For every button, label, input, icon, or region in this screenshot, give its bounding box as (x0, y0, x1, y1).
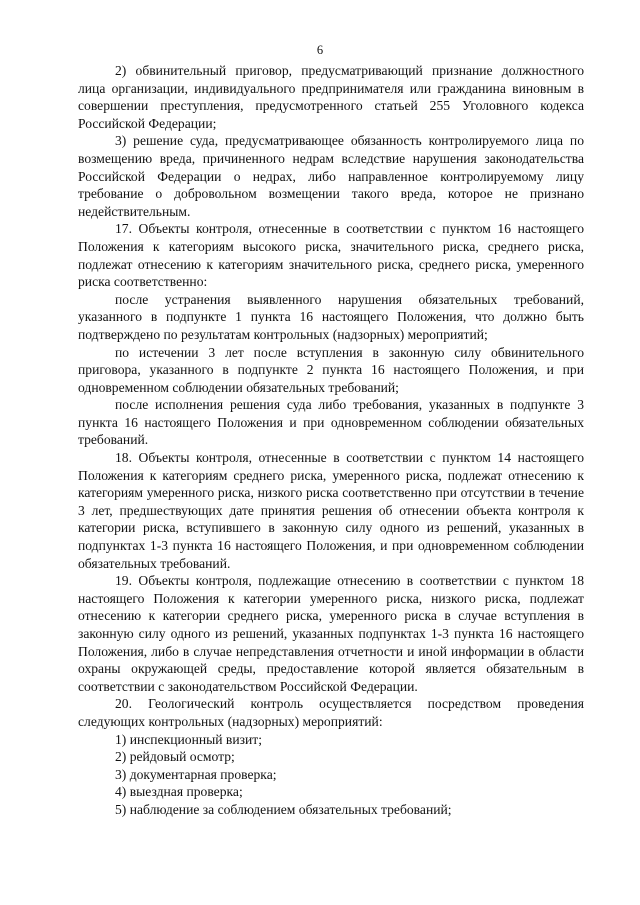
list-item-raid-inspection: 2) рейдовый осмотр; (115, 749, 235, 765)
paragraph-item-17-condition-3: после исполнения решения суда либо требования, указанных в подпункте 3 пункта 16 настоящего Положения и при одновременном соблюдении обязательных требований. (78, 397, 584, 448)
paragraph-item-17-condition-1: после устранения выявленного нарушения обязательных требований, указанного в подпункте 1 пункта 16 настоящего Положения, что должно быть подтверждено по результатам контрольных (надзорных) мероприятий; (78, 291, 584, 342)
paragraph-item-17-condition-2: по истечении 3 лет после вступления в законную силу обвинительного приговора, указанного в подпункте 2 пункта 16 настоящего Положения, и при одновременном соблюдении обязательных требований; (78, 344, 584, 395)
paragraph-item-19: 19. Объекты контроля, подлежащие отнесению в соответствии с пунктом 18 настоящего Положения к категории умеренного риска, низкого риска, подлежат отнесению к категории среднего риска, умеренного риска в случае вступления в законную силу одного из решений, указанных подпунктах 1-3 пункта 16 настоящего Положения, либо в случае непредставления отчетности и иной информации в области охраны окружающей среды, предоставление которой является обязательным в соответствии с законодательством Российской Федерации. (78, 573, 584, 694)
page-number: 6 (316, 43, 324, 57)
list-item-compliance-monitoring: 5) наблюдение за соблюдением обязательных требований; (115, 801, 452, 817)
paragraph-item-20: 20. Геологический контроль осуществляется посредством проведения следующих контрольных (надзорных) мероприятий: (78, 696, 584, 729)
list-item-documentary-check: 3) документарная проверка; (115, 766, 277, 782)
paragraph-subitem-2-conviction: 2) обвинительный приговор, предусматривающий признание должностного лица организации, индивидуального предпринимателя или гражданина виновным в совершении преступления, предусмотренного статьей 255 Уголовного кодекса Российской Федерации; (78, 63, 584, 131)
document-body (78, 62, 584, 819)
paragraph-item-18: 18. Объекты контроля, отнесенные в соответствии с пунктом 14 настоящего Положения к категориям среднего риска, умеренного риска, подлежат отнесению к категориям умеренного риска, низкого риска соответственно при отсутствии в течение 3 лет, предшествующих дате принятия решения об отнесении объекта контроля к категории риска, вступившего в законную силу одного из решений, указанных в подпунктах 1-3 пункта 16 настоящего Положения, и при одновременном соблюдении обязательных требований. (78, 450, 584, 571)
paragraph-item-17: 17. Объекты контроля, отнесенные в соответствии с пунктом 16 настоящего Положения к категориям высокого риска, значительного риска, среднего риска, подлежат отнесению к категориям значительного риска, среднего риска, умеренного риска соответственно: (78, 221, 584, 290)
list-item-inspection-visit: 1) инспекционный визит; (115, 731, 262, 747)
list-item-field-check: 4) выездная проверка; (115, 784, 243, 800)
paragraph-subitem-3-court-decision: 3) решение суда, предусматривающее обязанность контролируемого лица по возмещению вреда, причиненного недрам вследствие нарушения законодательства Российской Федерации о недрах, либо направленное контролируемому лицу требование о добровольном возмещении такого вреда, которое не признано недействительным. (78, 133, 584, 219)
